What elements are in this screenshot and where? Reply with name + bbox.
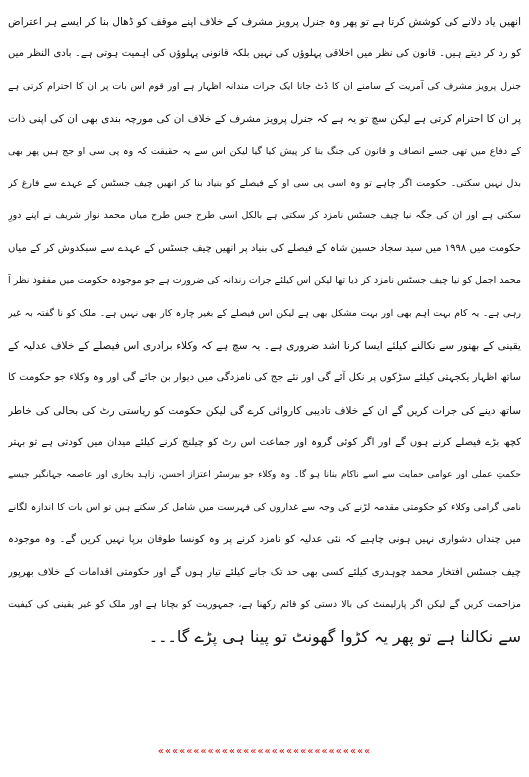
article-line: کو رد کر دیتے ہیں۔ قانون کی نظر میں اخلاقی پہلوؤں کی نہیں بلکہ قانونی پہلوؤں کی اہمیت ہوتی ہے۔ بادی النظر میں	[8, 48, 521, 60]
article-line: رہی ہے۔ یہ کام بہت اہم بھی اور بہت مشکل بھی ہے لیکن اس فیصلے کے بغیر چارہ کار بھی نہیں ہے۔ ملک کو نا گفتہ بہ غیر	[8, 307, 521, 319]
article-line: جنرل پرویز مشرف کی آمریت کے سامنے ان کا ڈٹ جانا ایک جرات مندانہ اظہار ہے اور قوم اس بات پر ان کا احترام کرتی ہے	[8, 80, 521, 92]
article-line: محمد اجمل کو نیا چیف جسٹس نامزد کر دیا تھا لیکن اس کیلئے جرات رندانہ کی ضرورت ہے جو موجودہ حکومت میں مفقود نظر آ	[8, 275, 521, 287]
article-line: چیف جسٹس افتخار محمد چوہدری کیلئے کسی بھی حد تک جانے کیلئے تیار ہوں گے اور حکومتی اقدامات کے خلاف بھرپور	[8, 566, 521, 578]
article-line: کے دفاع میں تھی جسے انصاف و قانون کی جنگ بنا کر پیش کیا گیا لیکن اس سے یہ حقیقت کہ وہ پی سی او جج ہیں پھر بھی	[8, 145, 521, 157]
article-line: ساتھ دینے کی جرات کریں گے ان کے خلاف تادیبی کاروائی کرے گی لیکن حکومت کو ریاستی رٹ کی بحالی کی خاطر	[8, 404, 521, 417]
article-line: ساتھ اظہار یکجہتی کیلئے سڑکوں پر نکل آئے گی اور نئے جج کی نامزدگی میں دیوار بن جائے گی اور وہ وکلاء جو حکومت کا	[8, 372, 521, 384]
article-line: یقینی کے بھنور سے نکالنے کیلئے ایسا کرنا اشد ضروری ہے۔ یہ سچ ہے کہ وکلاء برادری اس فیصلے کے خلاف عدلیہ کے	[8, 339, 521, 352]
article-line: نامی گرامی وکلاء کو حکومتی مقدمہ لڑنے کی وجہ سے غداروں کی فہرست میں شامل کر سکتے ہیں تو اس بات کا اندازہ لگانے	[8, 501, 521, 513]
article-body	[8, 6, 521, 654]
section-separator: ««««««««««««««««««««««««««««««	[157, 746, 372, 757]
article-line: انھیں یاد دلانے کی کوشش کرتا ہے تو پھر وہ جنرل پرویز مشرف کے خلاف اپنے موقف کو ڈھال بنا کر ایسے ہر اعتراض	[8, 16, 521, 28]
article-line: بدل نہیں سکتی۔ حکومت اگر چاہے تو وہ اسی پی سی او کے فیصلے کو بنیاد بنا کر انھیں چیف جسٹس کے عہدے سے فارغ کر	[8, 177, 521, 189]
article-line: سکتی ہے اور ان کی جگہ نیا چیف جسٹس نامزد کر سکتی ہے بالکل اسی طرح جس طرح میاں محمد نواز شریف نے اپنے دورِ	[8, 210, 521, 222]
article-line: پر ان کا احترام کرتی ہے لیکن سچ تو یہ ہے کہ جنرل پرویز مشرف کے خلاف ان کی مورچہ بندی بھی ان کی اپنی ذات	[8, 113, 521, 126]
article-line: حکومت میں ۱۹۹۸ میں سید سجاد حسین شاہ کے فیصلے کی بنیاد پر انھیں چیف جسٹس کے عہدے سے سبکدوش کر کے میاں	[8, 242, 521, 254]
article-line: کچھ بڑے فیصلے کرنے ہوں گے اور اگر کوئی گروہ اور جماعت اس رٹ کو چیلنج کرنے کیلئے میدان میں کودتی ہے تو بہتر	[8, 437, 521, 449]
article-line: سے نکالنا ہے تو پھر یہ کڑوا گھونٹ تو پینا ہی پڑے گا۔۔۔	[148, 627, 521, 647]
article-line: مزاحمت کریں گے لیکن اگر پارلیمنٹ کی بالا دستی کو قائم رکھنا ہے، جمہوریت کو بچانا ہے اور ملک کو غیر یقینی کی کیفیت	[8, 599, 521, 611]
article-line: میں چنداں دشواری نہیں ہونی چاہیے کہ نئی عدلیہ کو نامزد کرنے پر وہ کونسا طوفان برپا نہیں کریں گے۔ وہ موجودہ	[8, 534, 521, 546]
article-line: حکمتِ عملی اور عوامی حمایت سے اسے ناکام بنانا ہو گا۔ وہ وکلاء جو بیرسٹر اعتزاز احسن، زاہد بخاری اور عاصمہ جہانگیر جیسے	[8, 470, 521, 481]
